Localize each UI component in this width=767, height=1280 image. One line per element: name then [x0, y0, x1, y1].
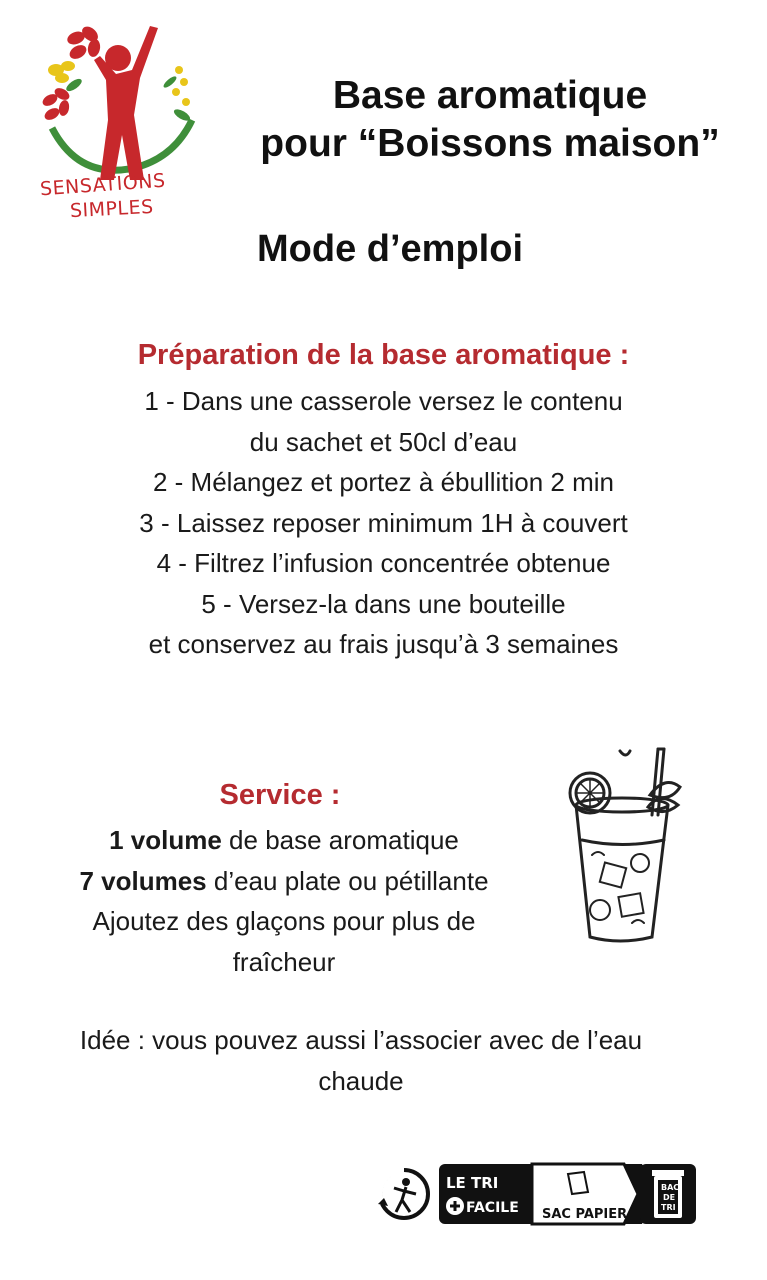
badge-label2: FACILE — [466, 1200, 519, 1216]
service-line1 — [18, 820, 550, 861]
recycling-badge — [372, 1160, 697, 1228]
idea-line2: chaude — [318, 1065, 404, 1096]
preparation-heading: Préparation de la base aromatique : — [137, 339, 630, 371]
service-line2-bold: 7 volumes — [79, 865, 207, 896]
title-line2: pour “Boissons maison” — [260, 122, 720, 165]
step-line: 1 - Dans une casserole versez le contenu — [144, 386, 623, 416]
triman-icon — [372, 1160, 697, 1228]
bin-label2: DE — [663, 1193, 676, 1202]
preparation-steps — [20, 381, 747, 665]
step-line: 2 - Mélangez et portez à ébullition 2 min — [152, 467, 615, 497]
step-line: et conservez au frais jusqu’à 3 semaines — [148, 629, 619, 659]
service-line1-rest: de base aromatique — [221, 825, 459, 855]
step-line: 4 - Filtrez l’infusion concentrée obtenue — [156, 548, 611, 578]
service-line2 — [18, 861, 550, 902]
service-line3: Ajoutez des glaçons pour plus de — [92, 906, 476, 936]
service-line2-rest: d’eau plate ou pétillante — [206, 865, 489, 896]
bin-label3: TRI — [661, 1203, 676, 1212]
service-heading: Service : — [219, 779, 341, 811]
step-line: 5 - Versez-la dans une bouteille — [201, 588, 566, 619]
cocktail-glass-illustration — [560, 745, 695, 950]
badge-label1: LE TRI — [446, 1174, 499, 1192]
step-line: du sachet et 50cl d’eau — [249, 426, 518, 457]
service-line4: fraîcheur — [232, 946, 336, 977]
subtitle: Mode d’emploi — [257, 228, 523, 270]
logo-text-line2: SIMPLES — [69, 195, 155, 223]
brand-logo — [34, 20, 204, 230]
page-title — [220, 72, 760, 168]
badge-item: SAC PAPIER — [542, 1207, 628, 1222]
title-line1: Base aromatique — [332, 74, 648, 117]
service-line1-bold: 1 volume — [109, 825, 222, 855]
idea-line1: Idée : vous pouvez aussi l’associer avec de l’eau — [79, 1025, 643, 1055]
logo-text-line1: SENSATIONS — [39, 169, 167, 201]
bin-label1: BAC — [661, 1183, 680, 1192]
idea-note — [10, 1020, 712, 1101]
service-instructions — [18, 820, 550, 982]
step-line: 3 - Laissez reposer minimum 1H à couvert — [139, 507, 628, 538]
cocktail-glass-icon — [560, 745, 695, 950]
